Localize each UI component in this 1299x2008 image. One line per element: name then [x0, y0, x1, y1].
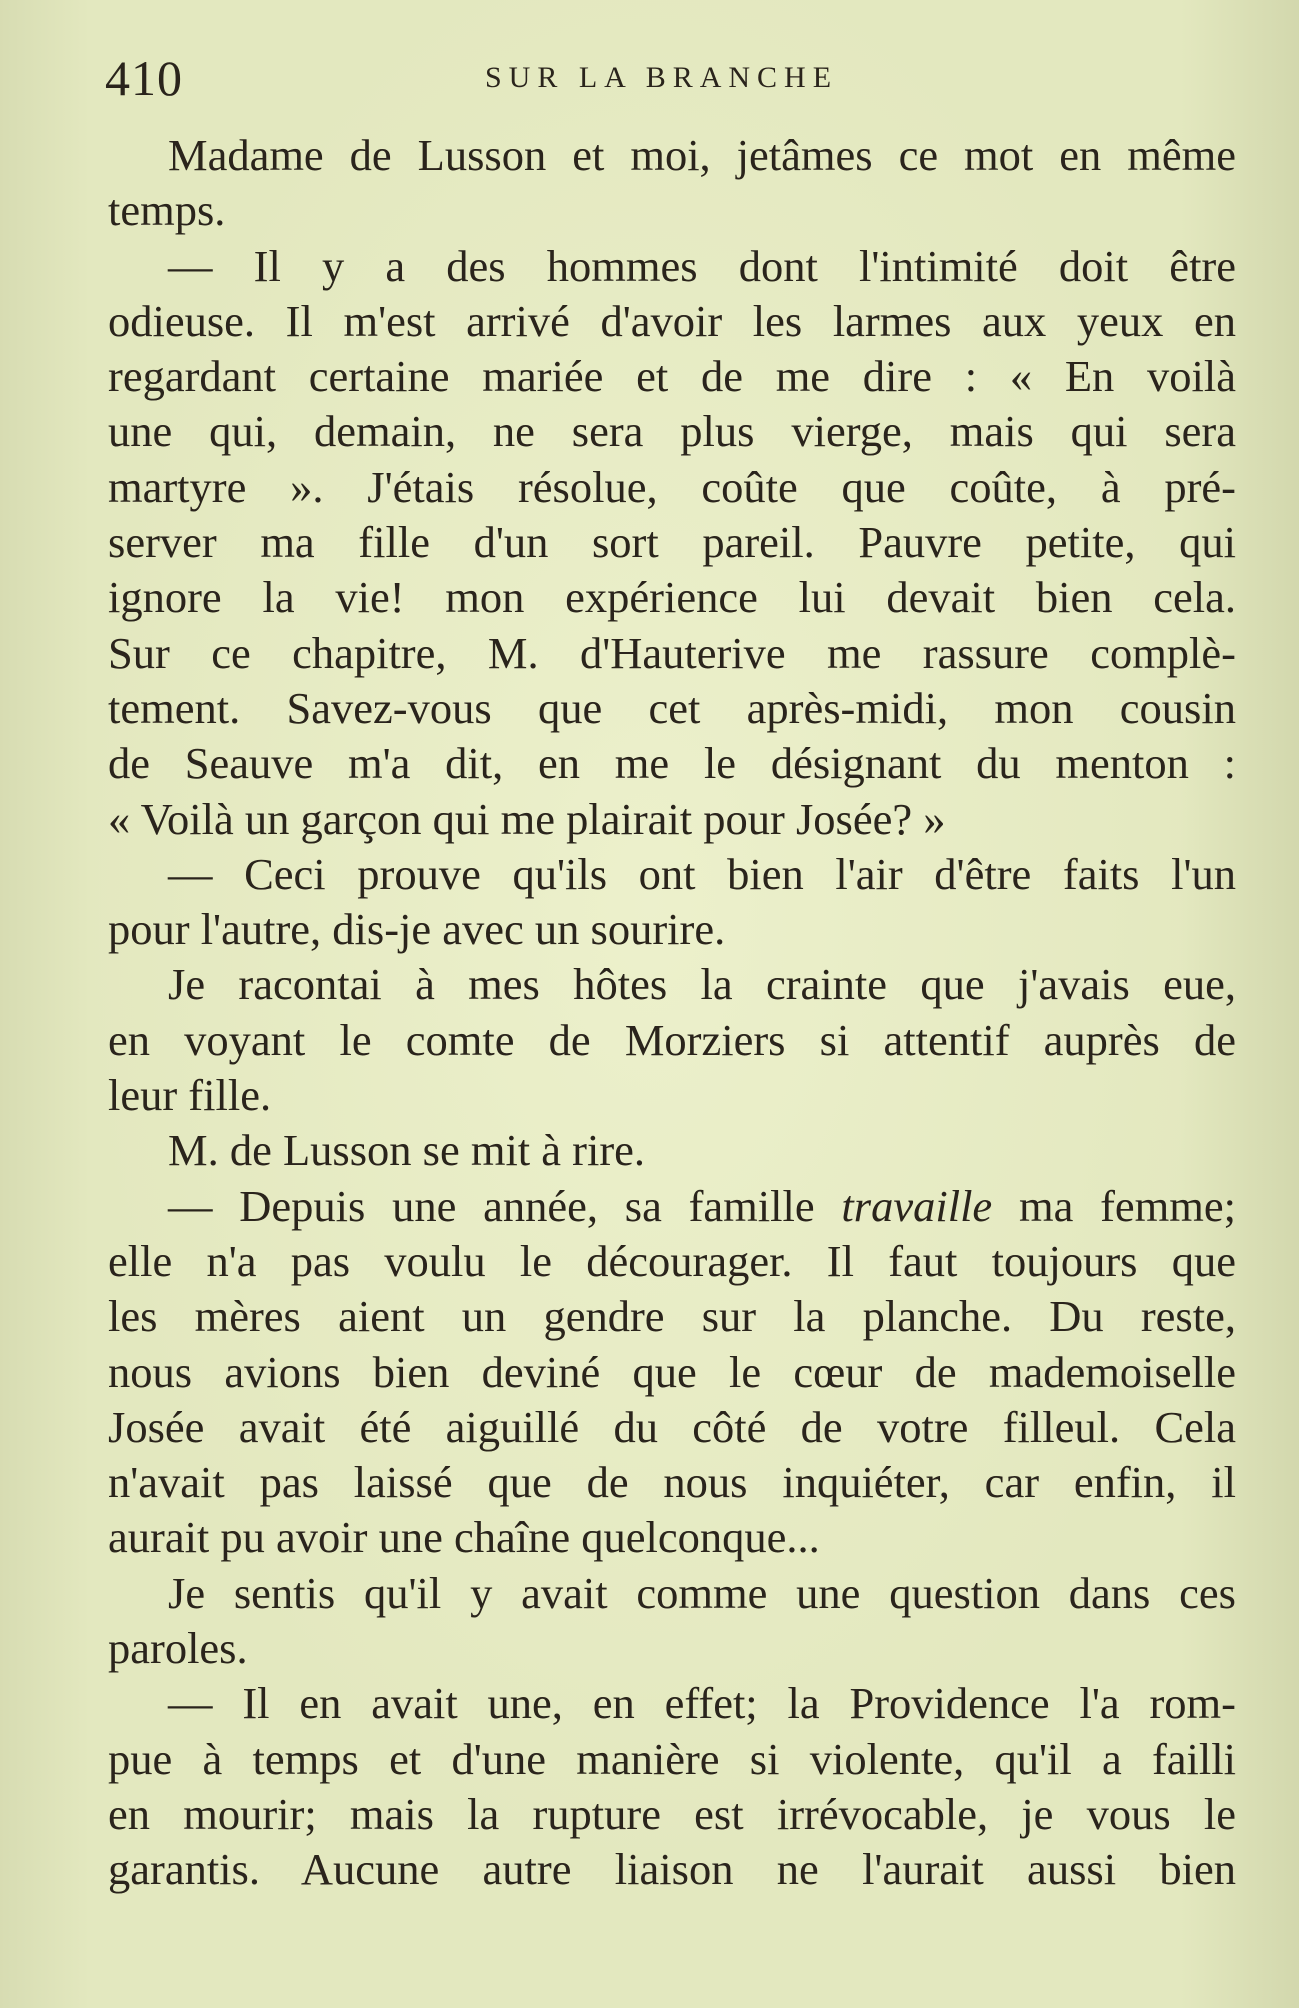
text-line: elle n'a pas voulu le décourager. Il faut toujours que — [108, 1235, 1236, 1286]
text-line: en mourir; mais la rupture est irrévocable, je vous le — [108, 1788, 1236, 1839]
text-line: pour l'autre, dis-je avec un sourire. — [108, 904, 726, 955]
text-line: les mères aient un gendre sur la planche. Du reste, — [108, 1291, 1236, 1342]
text-line: Josée avait été aiguillé du côté de votre filleul. Cela — [108, 1401, 1236, 1452]
italic-word: travaille — [841, 1180, 993, 1231]
text-line: server ma fille d'un sort pareil. Pauvre petite, qui — [108, 517, 1236, 568]
text-line: leur fille. — [108, 1070, 272, 1121]
text-segment: — Depuis une année, sa famille — [168, 1180, 842, 1231]
text-line: ignore la vie! mon expérience lui devait bien cela. — [108, 572, 1236, 623]
text-line: martyre ». J'étais résolue, coûte que coûte, à pré- — [108, 461, 1236, 512]
text-line: une qui, demain, ne sera plus vierge, mais qui sera — [108, 406, 1236, 457]
text-line: garantis. Aucune autre liaison ne l'aurait aussi bien — [108, 1844, 1236, 1895]
text-line: Madame de Lusson et moi, jetâmes ce mot en même — [168, 130, 1236, 180]
text-line: de Seauve m'a dit, en me le désignant du menton : — [108, 738, 1236, 789]
text-line: odieuse. Il m'est arrivé d'avoir les larmes aux yeux en — [108, 295, 1236, 346]
text-line: Je sentis qu'il y avait comme une question dans ces — [168, 1567, 1236, 1618]
text-line: n'avait pas laissé que de nous inquiéter, car enfin, il — [108, 1457, 1236, 1508]
text-line: — Il y a des hommes dont l'intimité doit être — [168, 240, 1236, 291]
text-line: Je racontai à mes hôtes la crainte que j'avais eue, — [168, 959, 1236, 1010]
page-number: 410 — [105, 50, 183, 106]
text-line: aurait pu avoir une chaîne quelconque... — [108, 1512, 820, 1563]
running-title: SUR LA BRANCHE — [485, 61, 839, 94]
text-line: temps. — [108, 185, 226, 236]
text-line: « Voilà un garçon qui me plairait pour Josée? » — [108, 793, 946, 844]
text-line — [108, 1179, 1236, 1234]
text-line: — Ceci prouve qu'ils ont bien l'air d'être faits l'un — [168, 848, 1236, 899]
text-line: Sur ce chapitre, M. d'Hauterive me rassure complè- — [108, 627, 1236, 678]
running-head — [105, 48, 1239, 108]
body-text — [108, 128, 1236, 1898]
text-line: en voyant le comte de Morziers si attentif auprès de — [108, 1014, 1236, 1065]
text-line: M. de Lusson se mit à rire. — [168, 1125, 646, 1176]
text-line: regardant certaine mariée et de me dire : « En voilà — [108, 351, 1236, 402]
text-line: — Il en avait une, en effet; la Providence l'a rom- — [168, 1678, 1236, 1729]
text-line: pue à temps et d'une manière si violente, qu'il a failli — [108, 1733, 1236, 1784]
text-line: tement. Savez-vous que cet après-midi, mon cousin — [108, 682, 1236, 733]
text-segment: ma femme; — [992, 1180, 1236, 1231]
text-line: nous avions bien deviné que le cœur de mademoiselle — [108, 1346, 1236, 1397]
text-line: paroles. — [108, 1623, 248, 1674]
